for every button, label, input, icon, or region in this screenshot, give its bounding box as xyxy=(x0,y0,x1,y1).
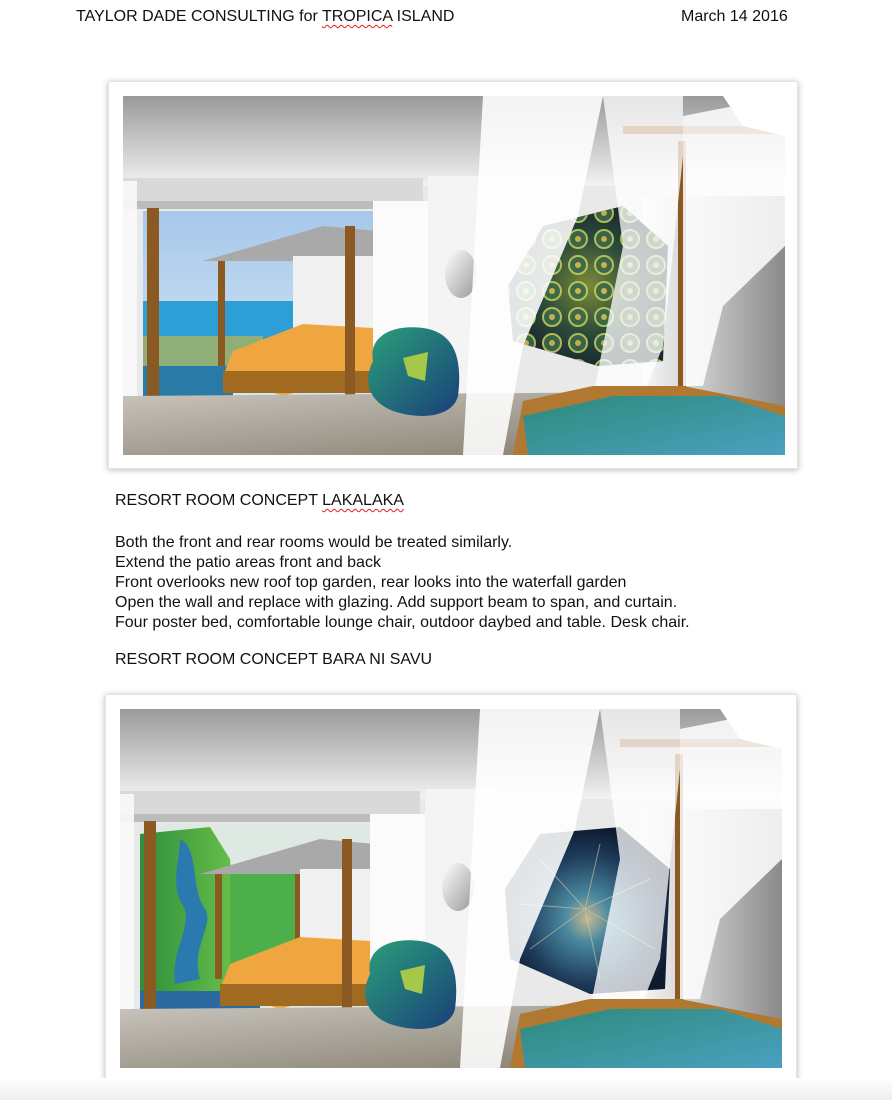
description-line: Front overlooks new roof top garden, rear looks into the waterfall garden xyxy=(115,574,627,591)
concept2-title: RESORT ROOM CONCEPT BARA NI SAVU xyxy=(115,651,433,668)
document-header-title xyxy=(76,8,454,26)
description-line: Extend the patio areas front and back xyxy=(115,554,381,571)
document-date: March 14 2016 xyxy=(681,8,788,25)
header-title-flagged-word: TROPICA xyxy=(321,8,393,25)
description-line: Four poster bed, comfortable lounge chair, outdoor daybed and table. Desk chair. xyxy=(115,614,690,631)
description-line: Open the wall and replace with glazing. Add support beam to span, and curtain. xyxy=(115,594,678,611)
description-line: Both the front and rear rooms would be treated similarly. xyxy=(115,534,513,551)
rendering-bara-ni-savu-image xyxy=(120,709,782,1068)
header-title-suffix: ISLAND xyxy=(392,8,455,25)
page-bottom-edge xyxy=(0,1078,892,1100)
rendering-lakalaka-image xyxy=(123,96,785,455)
rendering-bara-ni-savu-frame xyxy=(105,694,797,1082)
concept1-title-flagged-word: LAKALAKA xyxy=(322,492,404,509)
concept1-title xyxy=(115,492,404,510)
rendering-lakalaka-frame xyxy=(108,81,798,469)
concept1-description xyxy=(115,533,690,633)
header-title-prefix: TAYLOR DADE CONSULTING for xyxy=(76,8,322,25)
concept1-title-prefix: RESORT ROOM CONCEPT xyxy=(115,492,323,509)
